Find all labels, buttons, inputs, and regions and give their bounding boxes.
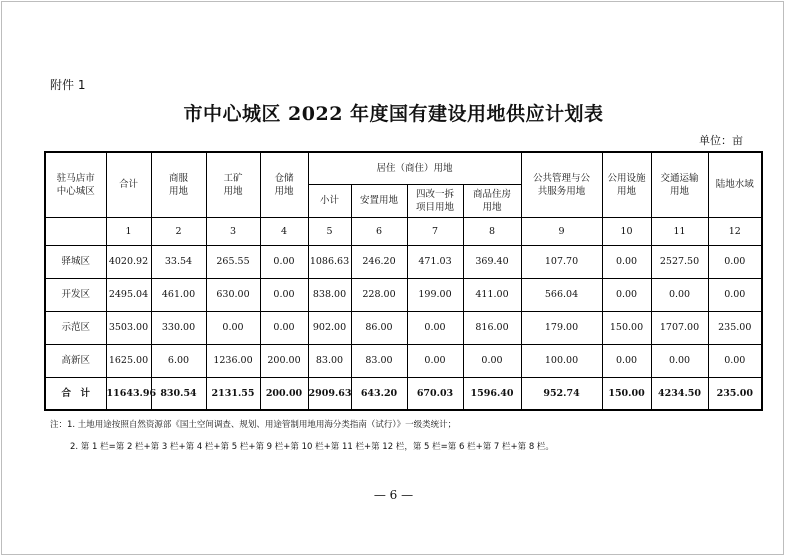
total-value-cell: 2131.55: [206, 377, 260, 410]
value-cell: 83.00: [351, 344, 407, 377]
value-cell: 0.00: [463, 344, 521, 377]
value-cell: 0.00: [602, 245, 651, 278]
region-name: 示范区: [45, 311, 106, 344]
value-cell: 838.00: [308, 278, 351, 311]
unit-label: 单位：亩: [699, 134, 743, 147]
value-cell: 2495.04: [106, 278, 151, 311]
value-cell: 107.70: [521, 245, 602, 278]
total-value-cell: 4234.50: [651, 377, 708, 410]
public-admin-header: 公共管理与公 共服务用地: [521, 152, 602, 217]
value-cell: 0.00: [260, 278, 308, 311]
total-row: [45, 377, 762, 410]
value-cell: 0.00: [206, 311, 260, 344]
water-header: 陆地水域: [708, 152, 762, 217]
index-cell: 7: [407, 217, 463, 245]
value-cell: 265.55: [206, 245, 260, 278]
index-cell: 9: [521, 217, 602, 245]
region-name: 高新区: [45, 344, 106, 377]
total-value-cell: 1596.40: [463, 377, 521, 410]
land-supply-plan-table: [44, 151, 763, 411]
total-value-cell: 200.00: [260, 377, 308, 410]
storage-header: 仓储 用地: [260, 152, 308, 217]
value-cell: 0.00: [260, 311, 308, 344]
index-cell: 12: [708, 217, 762, 245]
value-cell: 235.00: [708, 311, 762, 344]
region-header: 驻马店市 中心城区: [45, 152, 106, 217]
value-cell: 902.00: [308, 311, 351, 344]
total-row-label: 合 计: [45, 377, 106, 410]
value-cell: 1236.00: [206, 344, 260, 377]
value-cell: 4020.92: [106, 245, 151, 278]
index-cell: 10: [602, 217, 651, 245]
value-cell: 0.00: [651, 278, 708, 311]
value-cell: 0.00: [407, 311, 463, 344]
page-title: 市中心城区 2022 年度国有建设用地供应计划表: [183, 103, 604, 125]
index-cell: 4: [260, 217, 308, 245]
total-value-cell: 235.00: [708, 377, 762, 410]
table-row: [45, 245, 762, 278]
value-cell: 0.00: [651, 344, 708, 377]
value-cell: 1625.00: [106, 344, 151, 377]
value-cell: 0.00: [602, 278, 651, 311]
index-cell: 8: [463, 217, 521, 245]
value-cell: 566.04: [521, 278, 602, 311]
value-cell: 369.40: [463, 245, 521, 278]
value-cell: 471.03: [407, 245, 463, 278]
value-cell: 150.00: [602, 311, 651, 344]
index-cell: 1: [106, 217, 151, 245]
value-cell: 411.00: [463, 278, 521, 311]
region-name: 驿城区: [45, 245, 106, 278]
total-value-cell: 952.74: [521, 377, 602, 410]
renovation-header: 四改一拆 项目用地: [407, 184, 463, 217]
index-cell: 6: [351, 217, 407, 245]
total-value-cell: 2909.63: [308, 377, 351, 410]
value-cell: 33.54: [151, 245, 206, 278]
value-cell: 0.00: [407, 344, 463, 377]
table-row: [45, 278, 762, 311]
value-cell: 816.00: [463, 311, 521, 344]
index-cell: 5: [308, 217, 351, 245]
subtotal-header: 小计: [308, 184, 351, 217]
value-cell: 2527.50: [651, 245, 708, 278]
total-value-cell: 11643.96: [106, 377, 151, 410]
index-cell: 3: [206, 217, 260, 245]
utilities-header: 公用设施 用地: [602, 152, 651, 217]
value-cell: 1086.63: [308, 245, 351, 278]
value-cell: 83.00: [308, 344, 351, 377]
value-cell: 0.00: [708, 245, 762, 278]
value-cell: 6.00: [151, 344, 206, 377]
header-row-1: [45, 152, 762, 184]
value-cell: 246.20: [351, 245, 407, 278]
resettlement-header: 安置用地: [351, 184, 407, 217]
value-cell: 0.00: [602, 344, 651, 377]
value-cell: 1707.00: [651, 311, 708, 344]
transport-header: 交通运输 用地: [651, 152, 708, 217]
value-cell: 199.00: [407, 278, 463, 311]
column-index-row: [45, 217, 762, 245]
table-row: [45, 344, 762, 377]
table-row: [45, 311, 762, 344]
value-cell: 461.00: [151, 278, 206, 311]
value-cell: 0.00: [708, 278, 762, 311]
value-cell: 0.00: [708, 344, 762, 377]
value-cell: 179.00: [521, 311, 602, 344]
index-cell: 11: [651, 217, 708, 245]
value-cell: 0.00: [260, 245, 308, 278]
value-cell: 86.00: [351, 311, 407, 344]
footnote-1: 注：1. 土地用途按照自然资源部《国土空间调查、规划、用途管制用地用海分类指南（试行）》一级类统计；: [50, 420, 457, 430]
footnote-2: 2. 第 1 栏=第 2 栏+第 3 栏+第 4 栏+第 5 栏+第 9 栏+第 10 栏+第 11 栏+第 12 栏，第 5 栏=第 6 栏+第 7 栏+第 8 栏。: [70, 442, 554, 452]
commercial-housing-header: 商品住房 用地: [463, 184, 521, 217]
attachment-label: 附件 1: [50, 78, 86, 92]
residential-group-header: 居住（商住）用地: [308, 152, 521, 184]
region-name: 开发区: [45, 278, 106, 311]
total-value-cell: 670.03: [407, 377, 463, 410]
total-header: 合计: [106, 152, 151, 217]
value-cell: 100.00: [521, 344, 602, 377]
value-cell: 200.00: [260, 344, 308, 377]
industrial-header: 工矿 用地: [206, 152, 260, 217]
total-value-cell: 643.20: [351, 377, 407, 410]
page-number: — 6 —: [373, 488, 414, 502]
index-cell: 2: [151, 217, 206, 245]
total-value-cell: 150.00: [602, 377, 651, 410]
value-cell: 228.00: [351, 278, 407, 311]
commercial-header: 商服 用地: [151, 152, 206, 217]
index-cell-empty: [45, 217, 106, 245]
total-value-cell: 830.54: [151, 377, 206, 410]
value-cell: 3503.00: [106, 311, 151, 344]
value-cell: 630.00: [206, 278, 260, 311]
value-cell: 330.00: [151, 311, 206, 344]
